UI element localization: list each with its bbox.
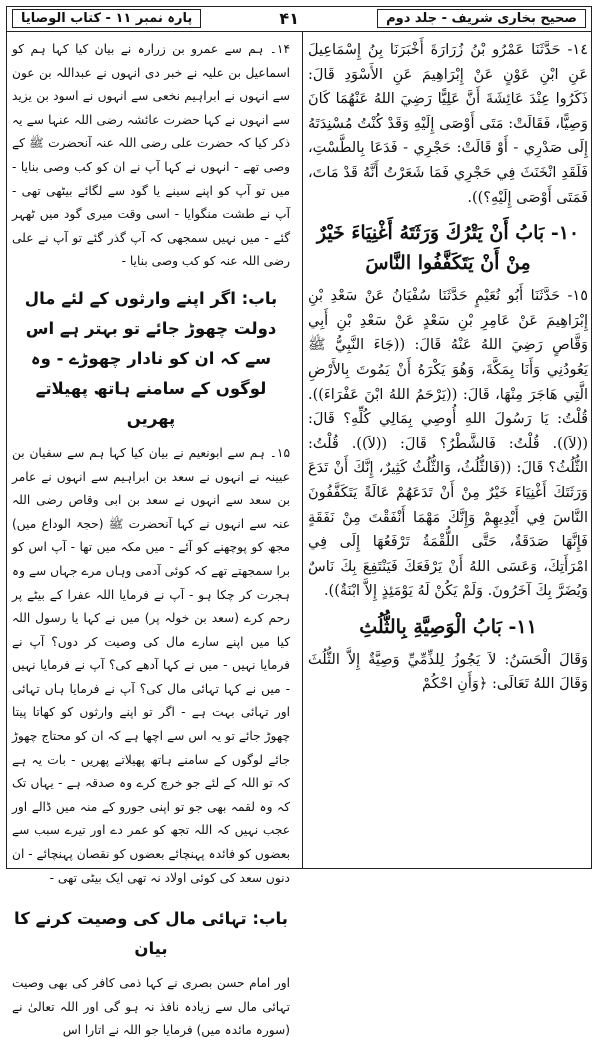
bab-10-heading: ١٠- بَابُ أَنْ يَتْرُكَ وَرَثَتَهُ أَغْنِيَاءَ خَيْرٌ مِنْ أَنْ يَتَكَفَّفُوا النَّاسَ [316, 222, 580, 275]
hadith-15-urdu: ۱۵۔ ہم سے ابونعیم نے بیان کیا کہا ہم سے سفیان بن عیینہ نے انہوں نے سعد بن ابراہیم سے انہوں نے عامر بن سعد سے انہوں نے سعد بن ابی وقاص رضی اللہ عنہ سے انہوں نے کہا آنحضرت ﷺ (حجۃ الوداع میں) مجھ کو پوچھنے کو آئے - میں مکہ میں تھا - آپ اس کو برا سمجھتے تھے کہ کوئی آدمی وہاں مرے جہاں سے وہ ہجرت کر چکا ہو - آپ نے فرمایا اللہ عفرا کے بیٹے پر رحم کرے (سعد بن خولہ پر) میں نے کہا یا رسول اللہ کیا میں اپنے سارے مال کی وصیت کر دوں؟ آپ نے فرمایا نہیں - میں نے کہا آدھے کی؟ آپ نے فرمایا نہیں - میں نے کہا تہائی مال کی؟ آپ نے فرمایا ہاں تہائی اور تہائی بہت ہے - اگر تو اپنے وارثوں کو کھاتا پیتا چھوڑ جائے تو یہ اس سے اچھا ہے کہ ان کو محتاج چھوڑ جائے لوگوں کے سامنے ہاتھ پھیلاتے پھریں - بات یہ ہے کہ تو اللہ کے لئے جو خرچ کرے وہ صدقہ ہے - یہاں تک کہ وہ لقمہ بھی جو تو اپنی جورو کے منہ میں ڈالے اور عجب نہیں کہ اللہ تجھ کو عمر دے اور تیرے سبب سے بعضوں کو فائدہ پہنچائے بعضوں کو نقصان پہنچائے - ان دنوں سعد کی کوئی اولاد نہ تھی ایک بیٹی تھی - [12, 445, 290, 885]
bab-11-arabic-text: وَقَالَ الْحَسَنُ: لاَ يَجُوزُ لِلذِّمِّيِّ وَصِيَّةٌ إِلاَّ الثُّلُثَ وَقَالَ اللهُ تَعَالَى: ﴿وَأَنِ احْكُمْ [308, 651, 588, 693]
bab-text-urdu: اور امام حسن بصری نے کہا ذمی کافر کی بھی وصیت تہائی مال سے زیادہ نافذ نہ ہو گی اور اللہ تعالیٰ نے (سورہ مائدہ میں) فرمایا جو اللہ نے اتارا اس [12, 976, 290, 1038]
page-header [6, 6, 592, 32]
bab-11-heading: ١١- بَابُ الْوَصِيَّةِ بِالثُّلُثِ [359, 615, 537, 638]
hadith-15-arabic: ١٥- حَدَّثَنَا أَبُو نُعَيْمٍ حَدَّثَنَا سُفْيَانُ عَنْ سَعْدِ بْنِ إِبْرَاهِيمَ عَنْ عَامِرِ بْنِ سَعْدٍ عَنْ سَعْدِ بْنِ أَبِي وَقَّاصٍ رَضِيَ اللهُ عَنْهُ قَالَ: ((جَاءَ النَّبِيُّ ﷺ يَعُودُنِي وَأَنَا بِمَكَّةَ، وَهُوَ يَكْرَهُ أَنْ يَمُوتَ بِالأَرْضِ الَّتِي هَاجَرَ مِنْهَا، قَالَ: ((يَرْحَمُ اللهُ ابْنَ عَفْرَاءَ)). قُلْتُ: يَا رَسُولَ اللهِ أُوصِي بِمَالِي كُلِّهِ؟ قَالَ: ((لاَ)). قُلْتُ: فَالشَّطْرُ؟ قَالَ: ((لاَ)). قُلْتُ: الثُّلُثُ؟ قَالَ: ((فَالثُّلُثُ، وَالثُّلُثُ كَثِيرٌ، إِنَّكَ أَنْ تَدَعَ وَرَثَتَكَ أَغْنِيَاءَ خَيْرٌ مِنْ أَنْ تَدَعَهُمْ عَالَةً يَتَكَفَّفُونَ النَّاسَ فِي أَيْدِيهِمْ وَإِنَّكَ مَهْمَا أَنْفَقْتَ مِنْ نَفَقَةٍ فَإِنَّهَا صَدَقَةٌ، حَتَّى اللُّقْمَةُ تَرْفَعُهَا إِلَى فِي امْرَأَتِكَ، وَعَسَى اللهُ أَنْ يَرْفَعَكَ فَيَنْتَفِعَ بِكَ نَاسٌ وَيُضَرَّ بِكَ آخَرُونَ. وَلَمْ يَكُنْ لَهُ يَوْمَئِذٍ إِلاَّ ابْنَةٌ)). [308, 288, 588, 600]
urdu-column [12, 38, 290, 1038]
header-right-box: صحیح بخاری شریف - جلد دوم [377, 9, 586, 28]
arabic-column [308, 38, 588, 867]
bab-heading-urdu-2: باب: تہائی مال کی وصیت کرنے کا بیان [14, 909, 288, 959]
hadith-14-urdu: ۱۴۔ ہم سے عمرو بن زرارہ نے بیان کیا کہا ہم کو اسماعیل بن علیہ نے خبر دی انہوں نے عبداللہ بن عون سے انہوں نے ابراہیم نخعی سے انہوں نے اسود بن یزید سے انہوں نے کہا حضرت عائشہ رضی اللہ عنہا سے یہ ذکر کیا کہ حضرت علی رضی اللہ عنہ آنحضرت ﷺ کے وصی تھے - انہوں نے کہا آپ نے ان کو کب وصی بنایا - میں تو آپ کو اپنے سینے یا گود سے لگائے بیٹھی تھی - آپ نے طشت منگوایا - اسی وقت میری گود میں ٹھہر گئے - میں نہیں سمجھی کہ آپ گذر گئے تو آپ نے علی رضی اللہ عنہ کو کب وصی بنایا - [12, 42, 290, 269]
hadith-14-arabic: ١٤- حَدَّثَنَا عَمْرُو بْنُ زُرَارَةَ أَخْبَرَنَا بِنُ إِسْمَاعِيلَ عَنِ ابْنِ عَوْنٍ عَنْ إِبْرَاهِيمَ عَنِ الأَسْوَدِ قَالَ: ذَكَرُوا عِنْدَ عَائِشَةَ أَنَّ عَلِيًّا رَضِيَ اللهُ عَنْهُمَا كَانَ وَصِيًّا، فَقَالَتْ: مَتَى أَوْصَى إِلَيْهِ وَقَدْ كُنْتُ مُسْنِدَتَهُ إِلَى صَدْرِي - أَوْ قَالَتْ: حَجْرِي - فَدَعَا بِالطَّسْتِ، فَلَقَدِ انْخَنَثَ فِي حَجْرِي فَمَا شَعَرْتُ أَنَّهُ قَدْ مَاتَ، فَمَتَى أَوْصَى إِلَيْهِ؟)). [308, 42, 588, 206]
column-divider [302, 32, 303, 869]
header-left-box: پارہ نمبر ۱۱ - کتاب الوصایا [12, 9, 201, 28]
page-number: ۴۱ [279, 9, 299, 28]
bab-heading-urdu: باب: اگر اپنے وارثوں کے لئے مال دولت چھوڑ جائے تو بہتر ہے اس سے کہ ان کو نادار چھوڑے - وہ لوگوں کے سامنے ہاتھ پھیلاتے پھریں [24, 288, 278, 428]
